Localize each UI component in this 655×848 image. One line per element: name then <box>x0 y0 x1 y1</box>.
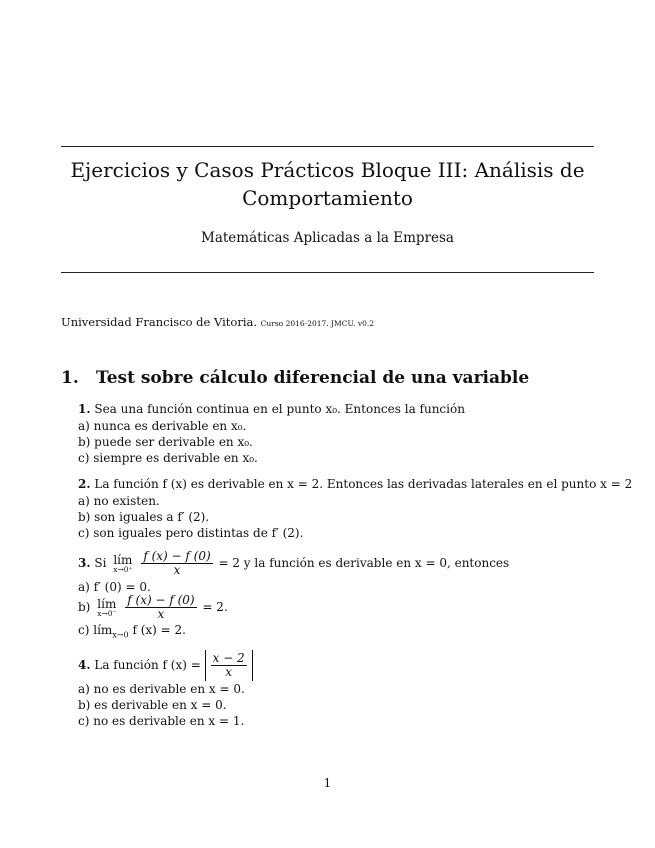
question-number: 2. <box>78 477 91 491</box>
fraction-denominator: x <box>225 665 233 679</box>
affiliation <box>61 315 374 329</box>
limit-expression <box>113 554 132 574</box>
limit-subscript: x→0 <box>112 630 129 640</box>
question-2-option-a: a) no existen. <box>78 494 160 508</box>
option-text: = 2. <box>202 600 228 614</box>
question-1-option-c: c) siempre es derivable en x₀. <box>78 451 258 465</box>
limit-expression <box>97 598 116 618</box>
document-subtitle: Matemáticas Aplicadas a la Empresa <box>201 230 454 246</box>
limit-subscript: x→0⁺ <box>113 564 133 574</box>
question-text-suffix: = 2 y la función es derivable en x = 0, entonces <box>218 556 510 570</box>
limit-word: lím <box>113 552 133 567</box>
fraction-numerator: f (x) − f (0) <box>127 593 195 607</box>
question-4-option-b: b) es derivable en x = 0. <box>78 698 227 712</box>
question-text: La función f (x) es derivable en x = 2. Entonces las derivadas laterales en el punto x = 2 <box>94 477 633 491</box>
question-number: 3. <box>78 556 91 570</box>
fraction <box>125 594 196 621</box>
question-3-stem <box>78 550 509 577</box>
page-number: 1 <box>323 776 332 790</box>
question-2-stem <box>78 477 632 493</box>
fraction-denominator: x <box>157 607 165 621</box>
question-4-stem <box>78 650 253 681</box>
question-text-prefix: Si <box>94 556 107 570</box>
question-3-option-b <box>78 594 228 621</box>
fraction-denominator: x <box>173 563 181 577</box>
question-3-option-a: a) f′ (0) = 0. <box>78 580 151 594</box>
question-2-option-b: b) son iguales a f′ (2). <box>78 510 210 524</box>
question-number: 1. <box>78 402 91 416</box>
fraction <box>141 550 212 577</box>
document-title-line-1: Ejercicios y Casos Prácticos Bloque III: Análisis de <box>70 158 585 182</box>
question-3-option-c <box>78 623 186 639</box>
question-4-option-a: a) no es derivable en x = 0. <box>78 682 245 696</box>
question-text-prefix: La función f (x) = <box>94 658 201 672</box>
limit-word: lím <box>97 596 117 611</box>
question-1-option-a: a) nunca es derivable en x₀. <box>78 419 247 433</box>
fraction-numerator: x − 2 <box>212 651 245 665</box>
question-2-option-c: c) son iguales pero distintas de f′ (2). <box>78 526 304 540</box>
option-label: c) <box>78 623 90 637</box>
question-number: 4. <box>78 658 91 672</box>
limit-subscript: x→0⁻ <box>97 608 117 618</box>
absolute-value <box>205 650 253 681</box>
section-title: Test sobre cálculo diferencial de una variable <box>96 368 530 388</box>
university-name: Universidad Francisco de Vitoria. <box>61 315 258 329</box>
option-label: b) <box>78 600 91 614</box>
top-rule <box>61 146 594 147</box>
question-4-option-c: c) no es derivable en x = 1. <box>78 714 245 728</box>
option-text: f (x) = 2. <box>132 623 186 637</box>
question-text: Sea una función continua en el punto x₀. Entonces la función <box>94 402 465 416</box>
limit-word: lím <box>93 623 113 637</box>
question-1-stem <box>78 402 465 418</box>
question-1-option-b: b) puede ser derivable en x₀. <box>78 435 253 449</box>
course-info: Curso 2016-2017. JMCU. v0.2 <box>260 319 375 328</box>
bottom-rule <box>61 272 594 273</box>
fraction <box>211 652 247 679</box>
section-number: 1. <box>61 368 79 388</box>
section-heading <box>61 368 529 388</box>
document-title-line-2: Comportamiento <box>242 186 413 210</box>
fraction-numerator: f (x) − f (0) <box>143 549 211 563</box>
